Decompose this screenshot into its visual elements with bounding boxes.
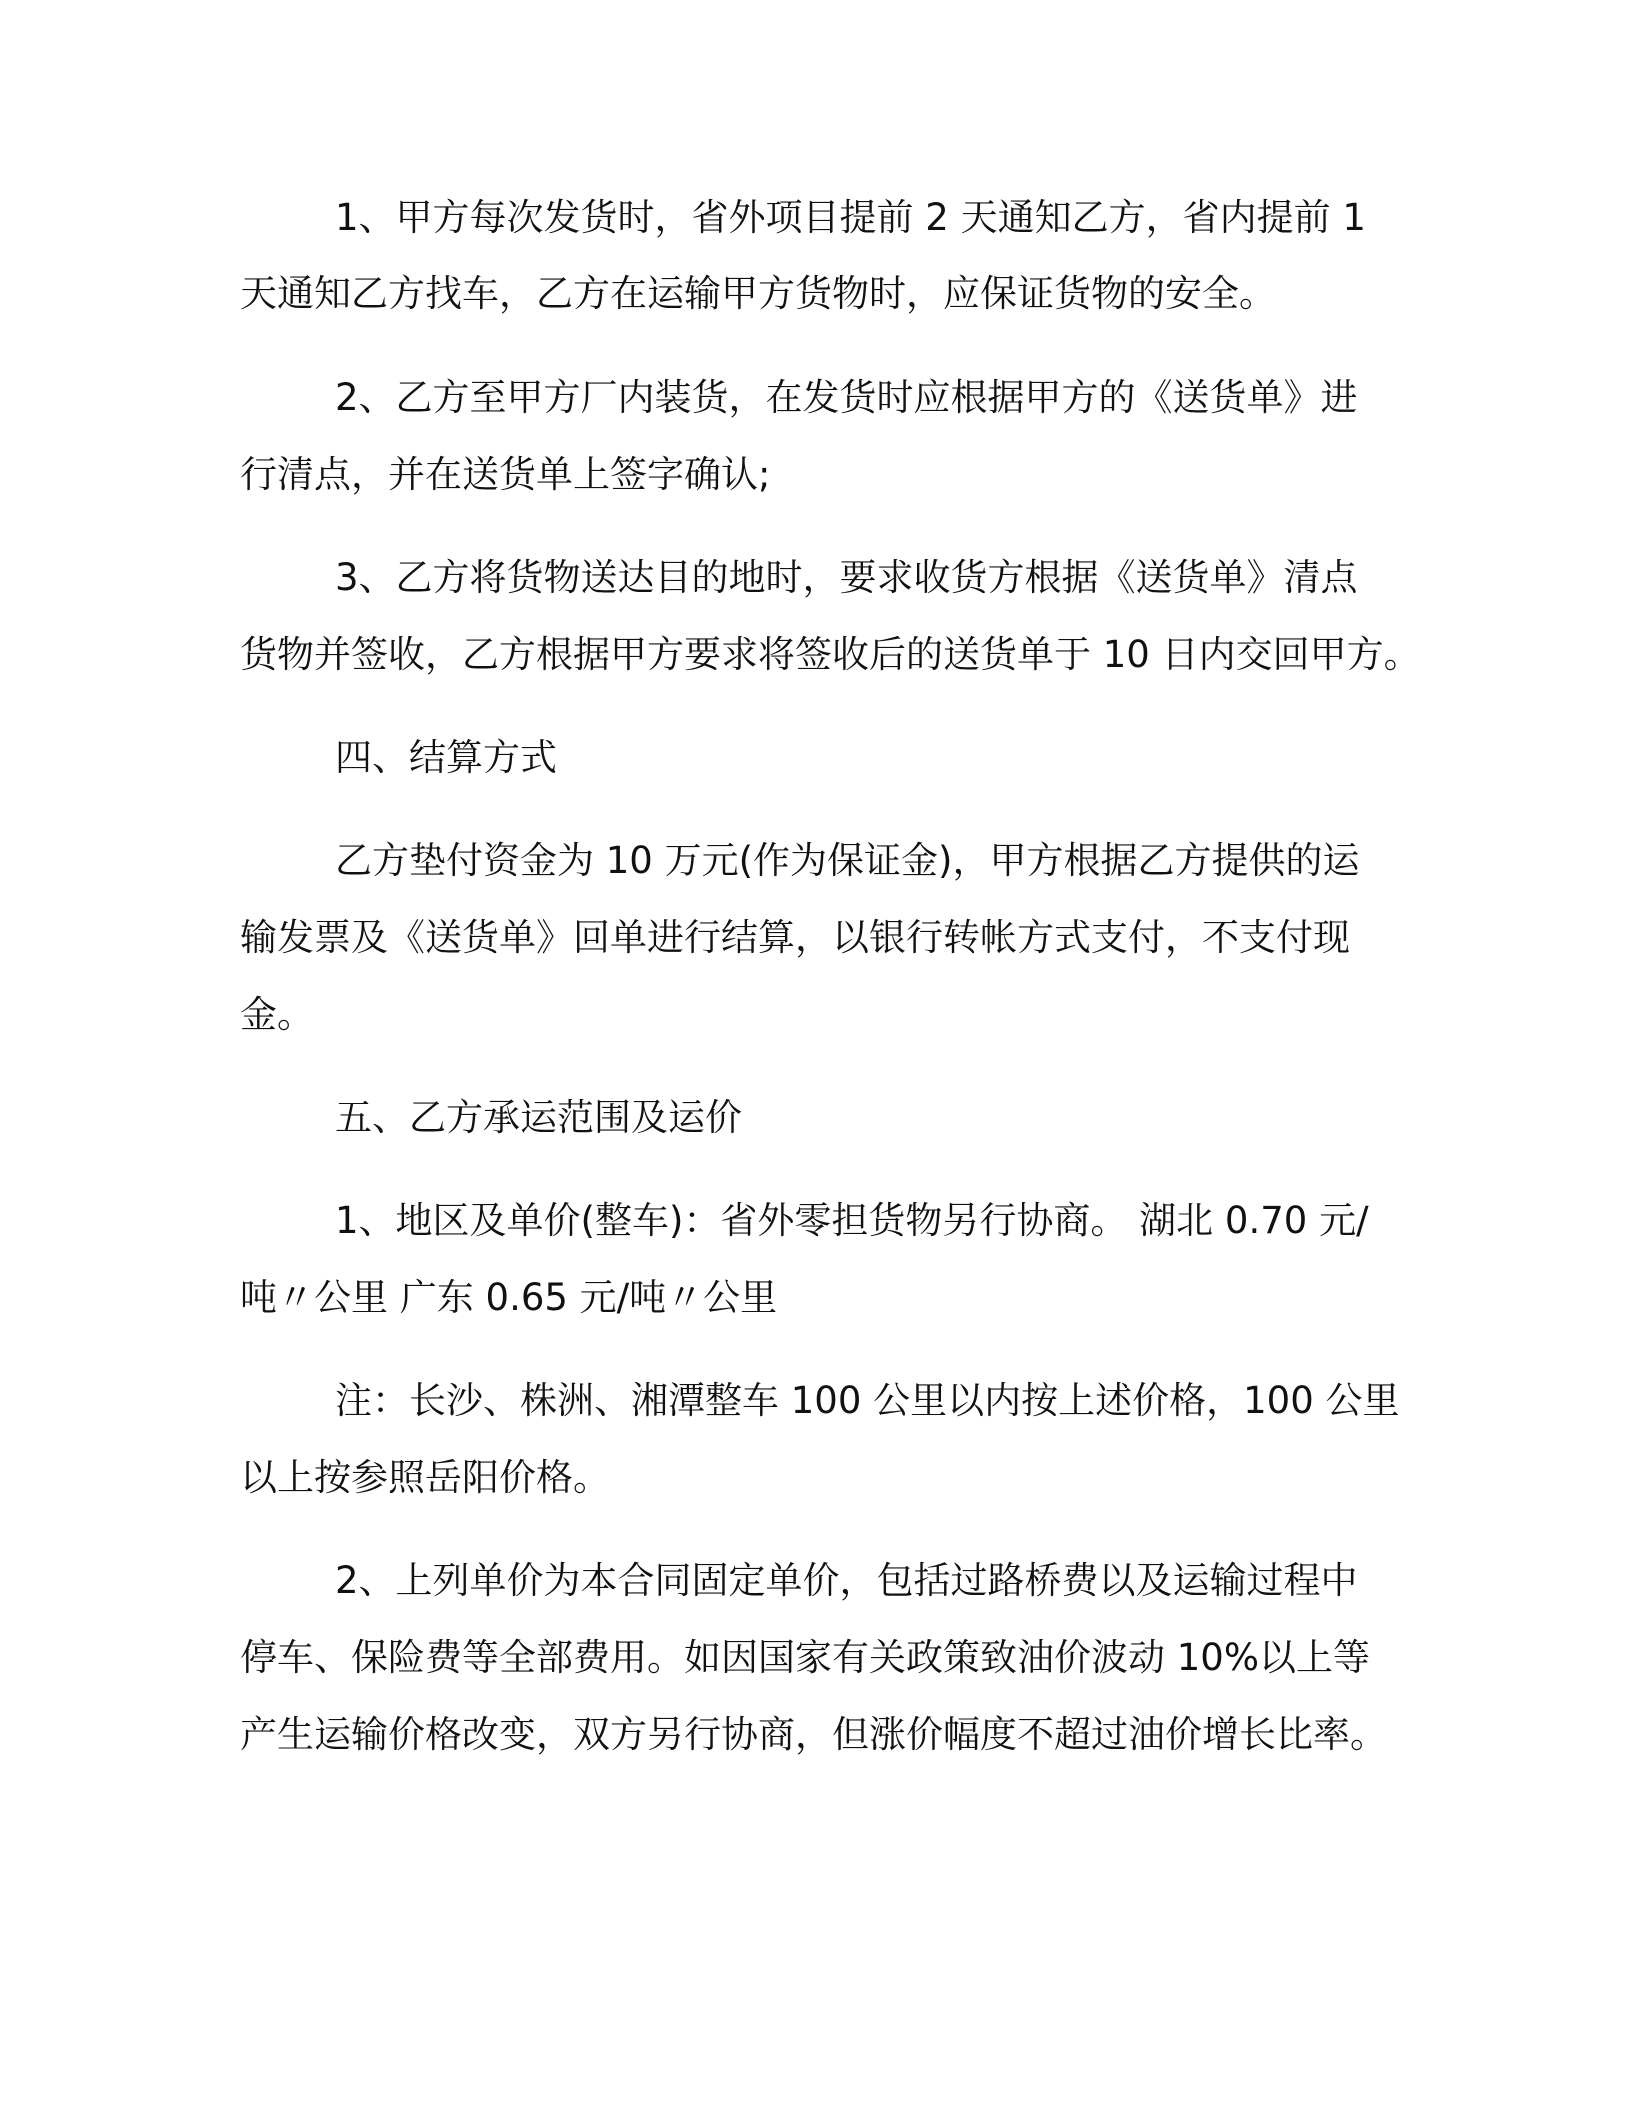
paragraph-2-line-2: 行清点，并在送货单上签字确认;: [240, 453, 771, 496]
paragraph-region-price-line-2: 吨〃公里 广东 0.65 元/吨〃公里: [240, 1276, 778, 1319]
paragraph-3-line-1: 3、乙方将货物送达目的地时，要求收货方根据《送货单》清点: [335, 556, 1358, 599]
section-heading-settlement: 四、结算方式: [335, 736, 557, 779]
paragraph-note-line-1: 注：长沙、株洲、湘潭整车 100 公里以内按上述价格，100 公里: [335, 1379, 1400, 1422]
paragraph-note-line-2: 以上按参照岳阳价格。: [240, 1456, 610, 1499]
paragraph-2-line-1: 2、乙方至甲方厂内装货，在发货时应根据甲方的《送货单》进: [335, 376, 1358, 419]
paragraph-3-line-2: 货物并签收，乙方根据甲方要求将签收后的送货单于 10 日内交回甲方。: [240, 633, 1421, 676]
paragraph-region-price-line-1: 1、地区及单价(整车)：省外零担货物另行协商。 湖北 0.70 元/: [335, 1199, 1369, 1242]
paragraph-settlement-line-1: 乙方垫付资金为 10 万元(作为保证金)，甲方根据乙方提供的运: [335, 839, 1360, 882]
paragraph-fixed-price-line-1: 2、上列单价为本合同固定单价，包括过路桥费以及运输过程中: [335, 1559, 1358, 1602]
paragraph-settlement-line-3: 金。: [240, 993, 314, 1036]
paragraph-fixed-price-line-3: 产生运输价格改变，双方另行协商，但涨价幅度不超过油价增长比率。: [240, 1713, 1387, 1756]
paragraph-settlement-line-2: 输发票及《送货单》回单进行结算，以银行转帐方式支付，不支付现: [240, 916, 1350, 959]
section-heading-scope-and-price: 五、乙方承运范围及运价: [335, 1096, 742, 1139]
paragraph-fixed-price-line-2: 停车、保险费等全部费用。如因国家有关政策致油价波动 10%以上等: [240, 1636, 1370, 1679]
paragraph-1-line-1: 1、甲方每次发货时，省外项目提前 2 天通知乙方，省内提前 1: [335, 196, 1366, 239]
paragraph-1-line-2: 天通知乙方找车，乙方在运输甲方货物时，应保证货物的安全。: [240, 272, 1276, 315]
